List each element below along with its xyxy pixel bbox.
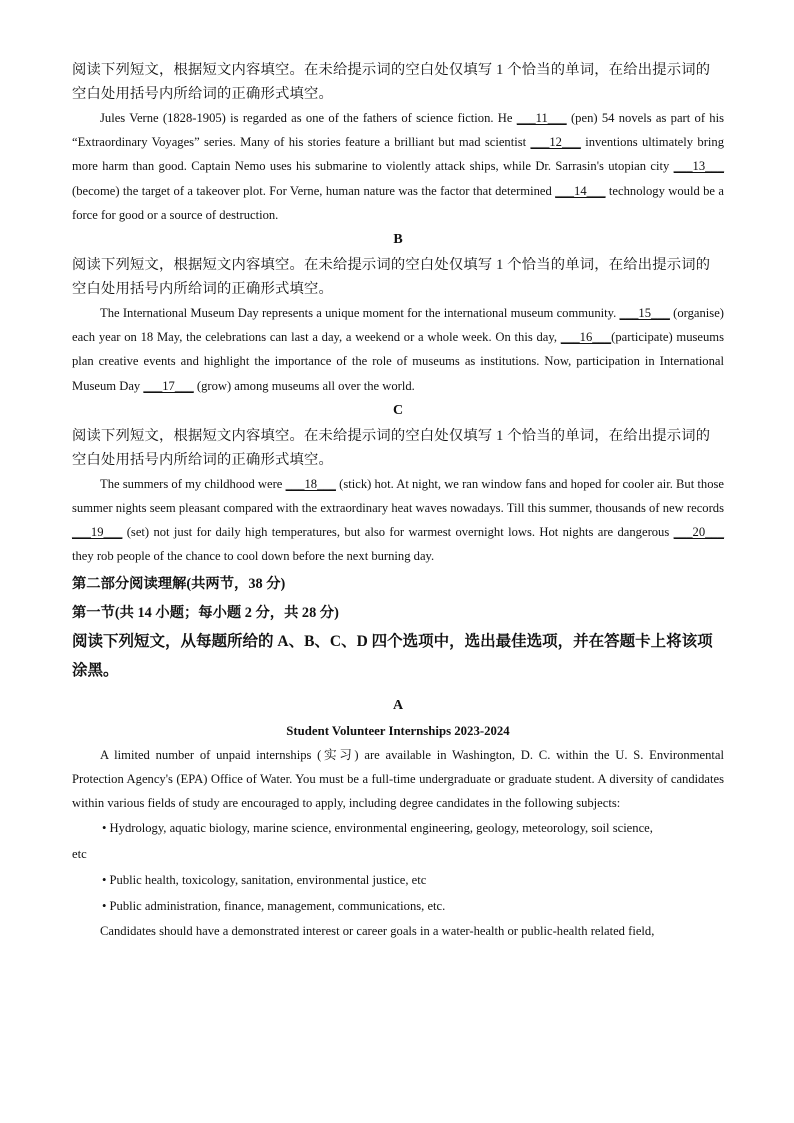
passage-a xyxy=(72,106,724,227)
exam-page xyxy=(72,58,724,943)
blank-17: ___17___ xyxy=(143,378,194,393)
reading-a-label: A xyxy=(392,697,404,713)
blank-18: ___18___ xyxy=(285,476,336,491)
reading-a-title: Student Volunteer Internships 2023-2024 xyxy=(286,723,510,738)
reading-a-closing: Candidates should have a demonstrated interest or career goals in a water-health or public-health related field, xyxy=(100,924,655,939)
passage-text: they rob people of the chance to cool down before the next burning day. xyxy=(72,549,435,564)
section1-heading: 第一节(共 14 小题；每小题 2 分，共 28 分) xyxy=(72,604,339,621)
blank-12: ___12___ xyxy=(530,135,581,150)
reading-a-intro: A limited number of unpaid internships (实习) are available in Washington, D. C. within the U. S. Environmental Protection Agency's (EPA) Office of Water. You must be a full-time undergraduate or graduate student. A diversity of candidates within various fields of study are encouraged to apply, including degree candidates in the following subjects: xyxy=(72,747,724,811)
blank-15: ___15___ xyxy=(619,306,670,321)
bullet-item-3: • Public administration, finance, management, communications, etc. xyxy=(102,899,446,914)
passage-text: (grow) among museums all over the world. xyxy=(193,378,415,393)
passage-b xyxy=(72,301,724,398)
blank-13: ___13___ xyxy=(673,159,724,174)
passage-text: technology would be a force for good or a source of destruction. xyxy=(72,183,725,222)
bullet-item-2: • Public health, toxicology, sanitation, environmental justice, etc xyxy=(102,873,427,888)
passage-c xyxy=(72,472,724,569)
section-c-label: C xyxy=(392,402,404,418)
passage-text: (set) not just for daily high temperatures, but also for warmest overnight lows. Hot nights are dangerous xyxy=(122,525,674,540)
part2-heading: 第二部分阅读理解(共两节，38 分) xyxy=(72,575,286,592)
passage-text: The summers of my childhood were xyxy=(100,476,286,491)
bullet-item-1: • Hydrology, aquatic biology, marine science, environmental engineering, geology, meteorology, soil science, xyxy=(102,821,653,836)
passage-text: The International Museum Day represents a unique moment for the international museum community. xyxy=(100,306,620,321)
bullet-item-1-cont: etc xyxy=(72,847,87,862)
blank-20: ___20___ xyxy=(673,525,724,540)
cloze-instructions-b: 阅读下列短文，根据短文内容填空。在未给提示词的空白处仅填写 1 个恰当的单词，在给出提示词的空白处用括号内所给词的正确形式填空。 xyxy=(72,257,711,298)
blank-16: ___16___ xyxy=(560,330,612,345)
passage-text: (become) the target of a takeover plot. For Verne, human nature was the factor that determined xyxy=(72,183,556,198)
section-b-label: B xyxy=(393,232,403,248)
passage-text: (participate) museums plan creative events and highlight the importance of the role of museums as institutions. Now, participation in International Museum Day xyxy=(72,330,725,393)
passage-text: (stick) hot. At night, we ran window fans and hoped for cooler air. But those summer nights seem pleasant compared with the extraordinary heat waves nowadays. Till this summer, thousands of new records xyxy=(72,476,724,516)
passage-text: Jules Verne (1828-1905) is regarded as one of the fathers of science fiction. He xyxy=(100,111,517,125)
passage-text: inventions ultimately bring more harm than good. Captain Nemo uses his submarine to violently attack ships, while Dr. Sarrasin's utopian city xyxy=(72,135,724,174)
blank-11: ___11___ xyxy=(516,111,567,125)
cloze-instructions-a: 阅读下列短文，根据短文内容填空。在未给提示词的空白处仅填写 1 个恰当的单词，在给出提示词的空白处用括号内所给词的正确形式填空。 xyxy=(72,62,711,102)
reading-instructions: 阅读下列短文，从每题所给的 A、B、C、D 四个选项中，选出最佳选项，并在答题卡上将该项涂黑。 xyxy=(72,632,713,679)
passage-text: (organise) each year on 18 May, the celebrations can last a day, a weekend or a whole week. On this day, xyxy=(72,306,724,345)
blank-14: ___14___ xyxy=(555,183,606,198)
blank-19: ___19___ xyxy=(72,525,123,540)
cloze-instructions-c: 阅读下列短文，根据短文内容填空。在未给提示词的空白处仅填写 1 个恰当的单词，在给出提示词的空白处用括号内所给词的正确形式填空。 xyxy=(72,427,711,468)
passage-text: (pen) 54 novels as part of his “Extraordinary Voyages” series. Many of his stories feature a brilliant but mad scientist xyxy=(72,111,724,150)
